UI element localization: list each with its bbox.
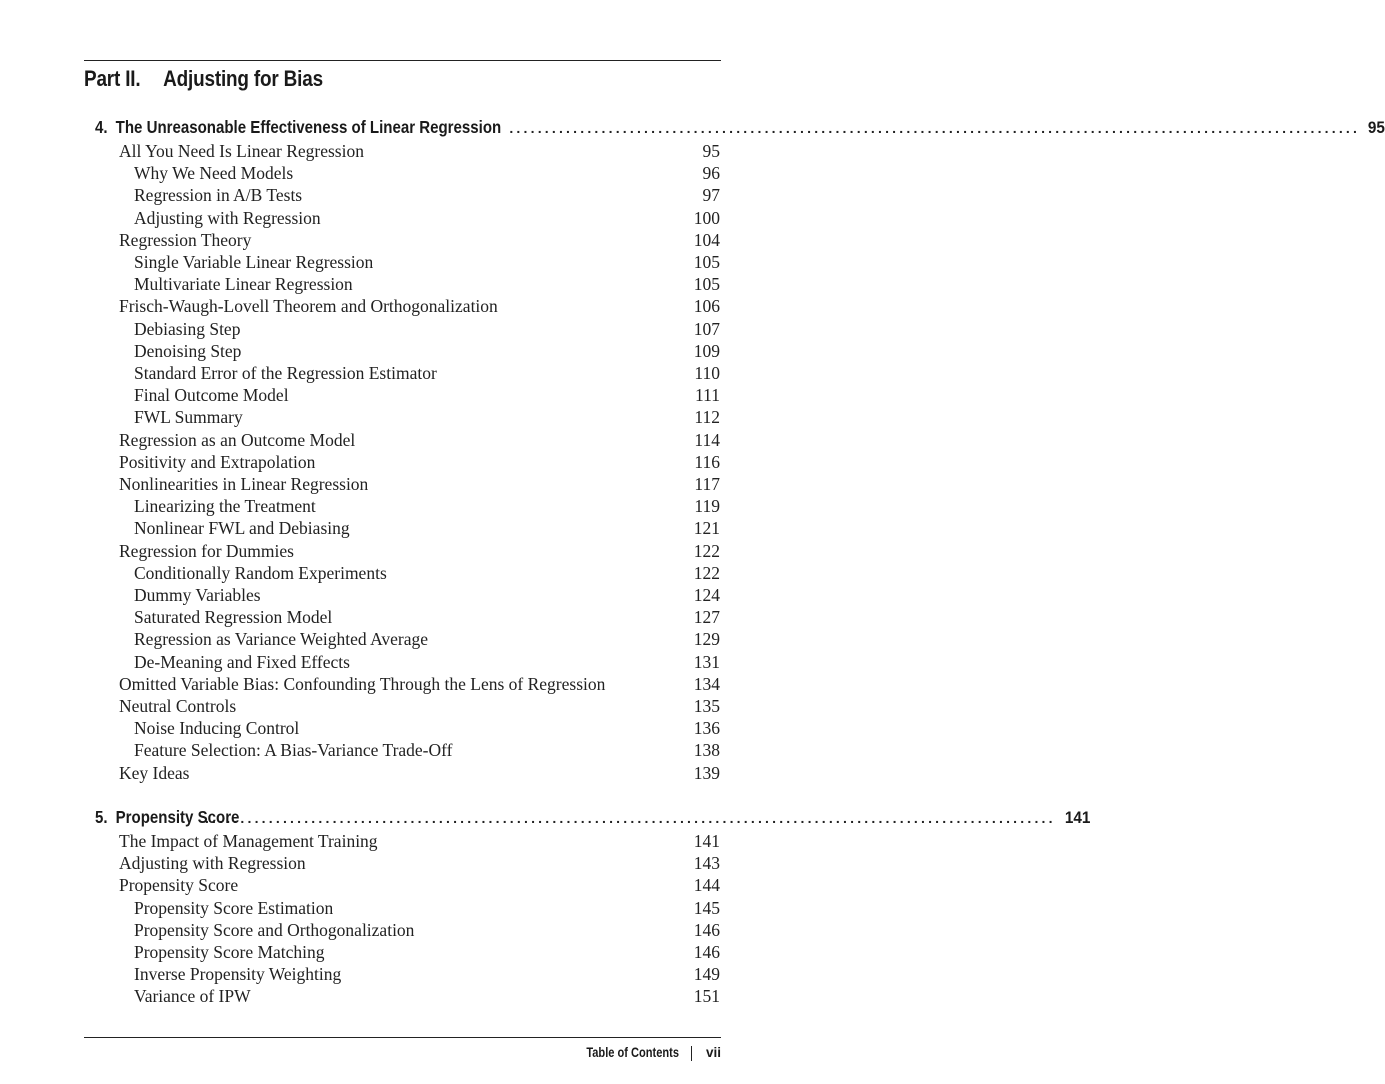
toc-section-entry[interactable]: Regression for Dummies bbox=[119, 540, 294, 561]
toc-page-number: 141 bbox=[693, 831, 720, 851]
toc-subsection-entry[interactable]: Noise Inducing Control bbox=[134, 718, 300, 739]
part-heading bbox=[84, 66, 323, 92]
toc-page-number: 124 bbox=[693, 585, 720, 605]
toc-subsection-entry[interactable]: Dummy Variables bbox=[134, 585, 261, 605]
toc-subsection-entry[interactable]: Saturated Regression Model bbox=[134, 607, 333, 628]
toc-subsection-entry[interactable]: Inverse Propensity Weighting bbox=[134, 964, 342, 985]
chapter-page-number: 141 bbox=[1064, 808, 1091, 827]
page-footer bbox=[566, 1043, 721, 1063]
toc-section-entry[interactable]: Regression as an Outcome Model bbox=[119, 429, 356, 450]
toc-section-entry[interactable]: Omitted Variable Bias: Confounding Through the Lens of Regression bbox=[119, 673, 606, 694]
toc-subsection-entry[interactable]: Final Outcome Model bbox=[134, 385, 289, 406]
toc-page-number: 131 bbox=[693, 651, 720, 672]
toc-page-number: 134 bbox=[693, 673, 720, 694]
toc-subsection-entry[interactable]: Single Variable Linear Regression bbox=[134, 252, 374, 272]
toc-subsection-entry[interactable]: Adjusting with Regression bbox=[134, 207, 321, 228]
toc-page-number: 135 bbox=[693, 696, 720, 716]
toc-subsection-entry[interactable]: FWL Summary bbox=[134, 407, 243, 428]
toc-page-number: 117 bbox=[694, 474, 720, 494]
toc-page-number: 110 bbox=[694, 363, 720, 383]
toc-page-number: 109 bbox=[693, 340, 720, 361]
toc-subsection-entry[interactable]: Propensity Score Estimation bbox=[134, 897, 334, 918]
toc-page-number: 96 bbox=[702, 163, 720, 184]
toc-subsection-entry[interactable]: Feature Selection: A Bias-Variance Trade-Off bbox=[134, 740, 453, 761]
toc-section-entry[interactable]: All You Need Is Linear Regression bbox=[119, 141, 364, 161]
bottom-rule bbox=[84, 1037, 721, 1038]
chapter-title-group bbox=[95, 115, 501, 139]
toc-page-number: 114 bbox=[694, 429, 720, 450]
toc-page-number: 143 bbox=[693, 853, 720, 874]
chapter-title: Propensity Score bbox=[115, 807, 240, 827]
chapter-title: The Unreasonable Effectiveness of Linear Regression bbox=[115, 117, 502, 137]
toc-page-number: 146 bbox=[693, 919, 720, 940]
toc-page-number: 97 bbox=[702, 185, 720, 206]
toc-subsection-entry[interactable]: Denoising Step bbox=[134, 340, 242, 361]
top-rule bbox=[84, 60, 721, 61]
toc-section-entry[interactable]: Nonlinearities in Linear Regression bbox=[119, 474, 369, 494]
dot-leader: ........................................................................................................................ bbox=[204, 810, 1056, 826]
toc-page-number: 100 bbox=[693, 207, 720, 228]
toc-section-entry[interactable]: Key Ideas bbox=[119, 762, 190, 783]
toc-section-entry[interactable]: Neutral Controls bbox=[119, 696, 237, 716]
toc-page-number: 104 bbox=[693, 229, 720, 250]
chapter-title-group bbox=[95, 805, 239, 829]
chapter-page-number: 95 bbox=[1368, 118, 1385, 137]
toc-page-number: 139 bbox=[693, 762, 720, 783]
toc-subsection-entry[interactable]: Conditionally Random Experiments bbox=[134, 562, 387, 583]
toc-page-number: 127 bbox=[693, 607, 720, 628]
toc-subsection-entry[interactable]: Propensity Score Matching bbox=[134, 942, 325, 962]
part-number: Part II. bbox=[84, 66, 141, 91]
toc-subsection-entry[interactable]: Linearizing the Treatment bbox=[134, 496, 316, 517]
toc-section-entry[interactable]: Regression Theory bbox=[119, 229, 252, 250]
toc-page-number: 146 bbox=[693, 942, 720, 962]
chapter-number: 4. bbox=[95, 117, 108, 137]
toc-page-number: 105 bbox=[693, 274, 720, 295]
toc-page-number: 111 bbox=[695, 385, 720, 406]
toc-page-number: 116 bbox=[694, 451, 720, 472]
footer-separator bbox=[691, 1046, 692, 1061]
toc-page-number: 107 bbox=[693, 318, 720, 339]
toc-subsection-entry[interactable]: Debiasing Step bbox=[134, 318, 241, 339]
toc-page-number: 105 bbox=[693, 252, 720, 272]
toc-subsection-entry[interactable]: Regression in A/B Tests bbox=[134, 185, 303, 206]
chapter-heading[interactable] bbox=[95, 115, 1385, 139]
toc-subsection-entry[interactable]: Variance of IPW bbox=[134, 986, 251, 1007]
toc-page-number: 112 bbox=[694, 407, 720, 428]
toc-page-number: 149 bbox=[693, 964, 720, 985]
toc-subsection-entry[interactable]: Why We Need Models bbox=[134, 163, 294, 184]
toc-page-number: 121 bbox=[693, 518, 720, 539]
toc-subsection-entry[interactable]: Nonlinear FWL and Debiasing bbox=[134, 518, 350, 539]
toc-page-number: 95 bbox=[702, 141, 720, 161]
toc-page-number: 145 bbox=[693, 897, 720, 918]
toc-page-number: 138 bbox=[693, 740, 720, 761]
toc-page-number: 106 bbox=[693, 296, 720, 317]
toc-subsection-entry[interactable]: Propensity Score and Orthogonalization bbox=[134, 919, 415, 940]
toc-page-number: 122 bbox=[693, 562, 720, 583]
toc-section-entry[interactable]: Propensity Score bbox=[119, 875, 239, 896]
toc-page-number: 129 bbox=[693, 629, 720, 650]
toc-page-number: 122 bbox=[693, 540, 720, 561]
toc-subsection-entry[interactable]: Multivariate Linear Regression bbox=[134, 274, 353, 295]
toc-page-number: 144 bbox=[693, 875, 720, 896]
footer-page-number: vii bbox=[705, 1045, 721, 1060]
part-title: Adjusting for Bias bbox=[163, 66, 323, 91]
toc-page-number: 119 bbox=[694, 496, 720, 517]
toc-subsection-entry[interactable]: De-Meaning and Fixed Effects bbox=[134, 651, 350, 672]
toc-section-entry[interactable]: The Impact of Management Training bbox=[119, 831, 378, 851]
toc-page-number: 136 bbox=[693, 718, 720, 739]
footer-title: Table of Contents bbox=[586, 1045, 679, 1060]
toc-page-number: 151 bbox=[693, 986, 720, 1007]
chapter-heading[interactable] bbox=[95, 805, 1091, 829]
toc-section-entry[interactable]: Positivity and Extrapolation bbox=[119, 451, 316, 472]
toc-subsection-entry[interactable]: Regression as Variance Weighted Average bbox=[134, 629, 429, 650]
dot-leader: ........................................................................................................................ bbox=[509, 120, 1361, 136]
toc-section-entry[interactable]: Adjusting with Regression bbox=[119, 853, 306, 874]
chapter-number: 5. bbox=[95, 807, 108, 827]
toc-section-entry[interactable]: Frisch-Waugh-Lovell Theorem and Orthogonalization bbox=[119, 296, 498, 317]
toc-subsection-entry[interactable]: Standard Error of the Regression Estimator bbox=[134, 363, 437, 383]
